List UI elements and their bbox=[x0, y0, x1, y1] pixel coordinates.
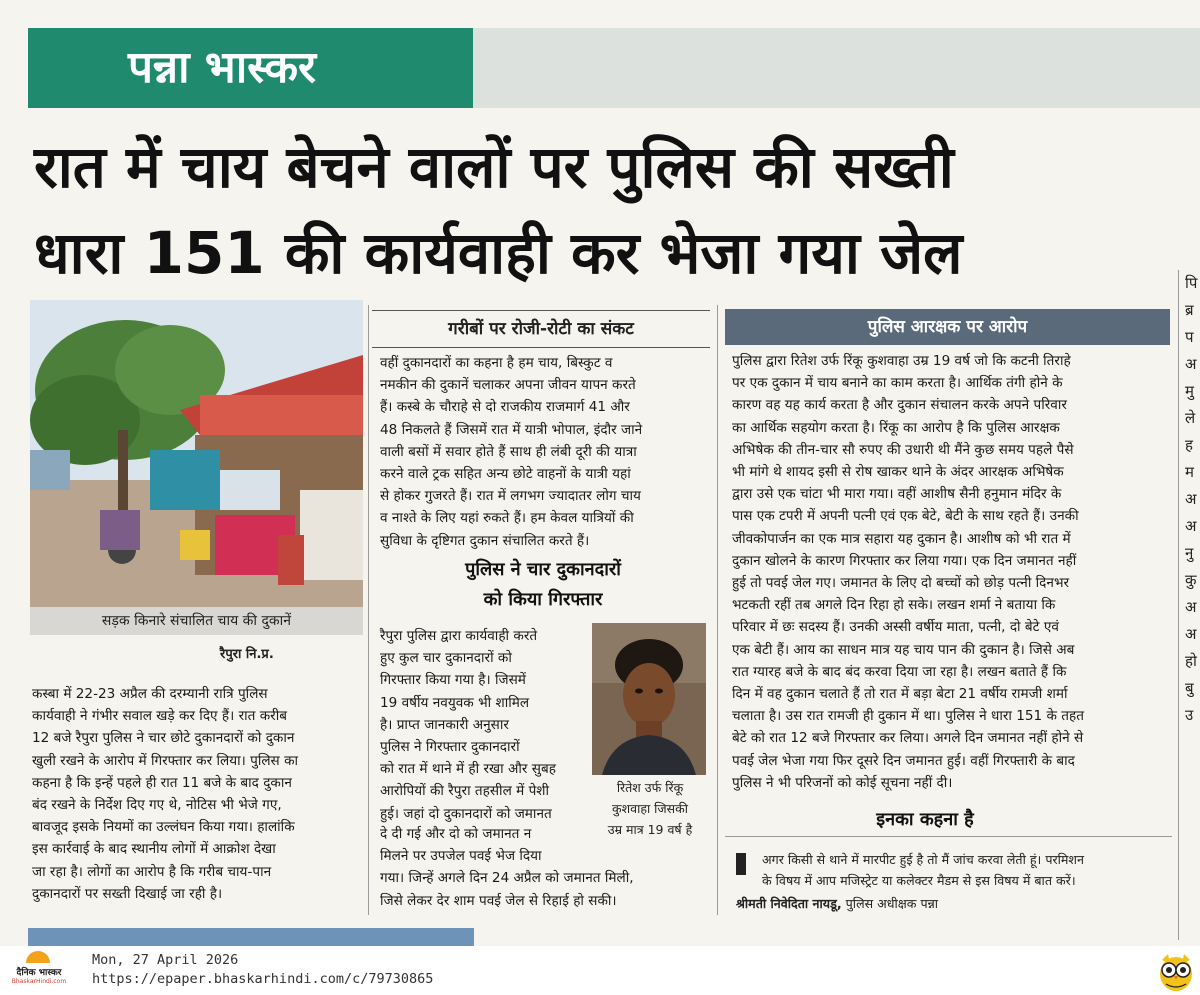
column-2-narrow-text bbox=[380, 625, 585, 825]
text-line: जिसे लेकर देर शाम पवई जेल से रिहाई हो सकी। bbox=[380, 892, 617, 909]
text-line: पर एक दुकान में चाय बनाने का काम करता है। आर्थिक तंगी होने के bbox=[732, 375, 1063, 392]
text-line: 19 वर्षीय नवयुवक भी शामिल bbox=[380, 694, 530, 711]
edge-glyph: मु bbox=[1185, 382, 1194, 400]
text-line: बंद रखने के निर्देश दिए गए थे, नोटिस भी भेजे गए, bbox=[32, 797, 282, 814]
divider bbox=[725, 836, 1172, 837]
subhead-arrest-line: पुलिस ने चार दुकानदारों bbox=[465, 559, 621, 580]
quote-line: के विषय में आप मजिस्ट्रेट या कलेक्टर मैडम से इस विषय में बात करें। bbox=[762, 873, 1076, 888]
official-name: श्रीमती निवेदिता नायडू, bbox=[736, 896, 842, 911]
next-story-photo-strip bbox=[28, 928, 474, 946]
adjacent-column-edge bbox=[1178, 270, 1200, 940]
text-line: है। प्राप्त जानकारी अनुसार bbox=[380, 716, 509, 733]
column-3-text bbox=[732, 350, 1172, 794]
text-line: गिरफ्तार किया गया है। जिसमें bbox=[380, 672, 526, 689]
subhead-livelihood: गरीबों पर रोजी-रोटी का संकट bbox=[372, 310, 710, 348]
text-line: जा रहा है। लोगों का आरोप है कि गरीब चाय-पान bbox=[32, 863, 272, 880]
edge-glyph: अ bbox=[1185, 598, 1197, 616]
text-line: एक बेटी हैं। आय का साधन मात्र यह चाय पान की दुकान है। जिसे अब bbox=[732, 641, 1075, 658]
text-line: द्वारा उसे एक चांटा भी मारा गया। वहीं आशीष सैनी हनुमान मंदिर के bbox=[732, 486, 1062, 503]
edge-glyph: अ bbox=[1185, 490, 1197, 508]
edge-glyph: अ bbox=[1185, 625, 1197, 643]
edge-glyph: प bbox=[1185, 328, 1194, 346]
text-line: चलाता है। उस रात रामजी ही दुकान में था। पुलिस ने धारा 151 के तहत bbox=[732, 708, 1084, 725]
accused-portrait bbox=[592, 623, 706, 775]
logo-subtext: BhaskarHindi.com bbox=[11, 978, 67, 985]
text-line: अभिषेक की तीन-चार सौ रुपए की उधारी थी मैंने कुछ समय पहले पैसे bbox=[732, 441, 1074, 458]
column-divider bbox=[717, 305, 718, 915]
dateline: रैपुरा नि.प्र. bbox=[220, 647, 274, 662]
edge-glyph: पि bbox=[1185, 274, 1198, 292]
logo-name: दैनिक भास्कर bbox=[16, 968, 62, 978]
text-line: वाली बसों में सवार होते हैं साथ ही लंबी दूरी की यात्रा bbox=[380, 443, 637, 460]
text-line: पवई जेल भेजा गया फिर दूसरे दिन जमानत हुई। वहीं गिरफ्तारी के बाद bbox=[732, 752, 1075, 769]
text-line: का आर्थिक सहयोग करता है। रिंकू का आरोप है कि पुलिस आरक्षक bbox=[732, 419, 1060, 436]
text-line: खुली रखने के आरोप में गिरफ्तार कर लिया। पुलिस का bbox=[32, 752, 299, 769]
quote-heading: इनका कहना है bbox=[876, 809, 974, 830]
text-line: 12 बजे रैपुरा पुलिस ने चार छोटे दुकानदारों को दुकान bbox=[32, 730, 295, 747]
text-line: पुलिस ने गिरफ्तार दुकानदारों bbox=[380, 739, 520, 756]
text-line: कार्यवाही ने गंभीर सवाल खड़े कर दिए हैं। रात करीब bbox=[32, 708, 288, 725]
text-line: भटकती रहीं तब अगले दिन रिहा हो सके। लखन शर्मा ने बताया कि bbox=[732, 597, 1056, 614]
footer-url[interactable]: https://epaper.bhaskarhindi.com/c/79730865 bbox=[92, 971, 434, 987]
edge-glyph: हो bbox=[1185, 652, 1197, 670]
masthead bbox=[28, 28, 1200, 108]
text-line: पास एक टपरी में अपनी पत्नी एवं एक बेटे, बेटी के साथ रहते हैं। उनकी bbox=[732, 508, 1079, 525]
text-line: आरोपियों की रैपुरा तहसील में पेशी bbox=[380, 783, 550, 800]
edge-glyph: नु bbox=[1185, 544, 1194, 562]
text-line: बेटे को रात 12 बजे गिरफ्तार कर लिया। अगले दिन जमानत नहीं होने से bbox=[732, 730, 1084, 747]
text-line: को रात में थाने में ही रखा और सुबह bbox=[380, 761, 556, 778]
tea-stall-photo bbox=[30, 300, 363, 607]
edge-glyph: ह bbox=[1185, 436, 1193, 454]
sun-logo-icon bbox=[26, 951, 50, 963]
text-line: मिलने पर उपजेल पवई भेज दिया bbox=[380, 848, 542, 865]
text-line: नमकीन की दुकानें चलाकर अपना जीवन यापन करते bbox=[380, 377, 636, 394]
text-line: सुविधा के दृष्टिगत दुकान संचालित करते हैं। bbox=[380, 532, 590, 549]
text-line: परिवार में छः सदस्य हैं। उनकी अस्सी वर्षीय माता, पत्नी, दो बेटे एवं bbox=[732, 619, 1059, 636]
headline-line-2: धारा 151 की कार्यवाही कर भेजा गया जेल bbox=[34, 219, 963, 287]
text-line: दिन में वह दुकान चलाते हैं तो रात में बड़ा बेटा 21 वर्षीय रामजी शर्मा bbox=[732, 686, 1068, 703]
official-role: पुलिस अधीक्षक पन्ना bbox=[845, 896, 939, 911]
text-line: वहीं दुकानदारों का कहना है हम चाय, बिस्कुट व bbox=[380, 355, 613, 371]
masthead-grey-band bbox=[473, 28, 1200, 108]
text-line: हुई तो पवई जेल गए। जमानत के लिए दो बच्चों को छोड़ पत्नी दिनभर bbox=[732, 575, 1070, 592]
text-line: गया। जिन्हें अगले दिन 24 अप्रैल को जमानत मिली, bbox=[380, 870, 634, 887]
photo-caption: सड़क किनारे संचालित चाय की दुकानें bbox=[101, 613, 292, 629]
text-line: कहना है कि इन्हें पहले ही रात 11 बजे के बाद दुकान bbox=[32, 774, 292, 791]
text-line: से होकर गुजरते हैं। रात में लगभग ज्यादातर लोग चाय bbox=[380, 488, 641, 505]
owl-icon[interactable] bbox=[1156, 950, 1196, 992]
edge-glyph: उ bbox=[1185, 706, 1194, 724]
footer-date: Mon, 27 April 2026 bbox=[92, 952, 239, 968]
text-line: जीवकोपार्जन का एक मात्र सहारा यह दुकान है। आशीष को भी रात में bbox=[732, 530, 1071, 547]
edge-glyph: म bbox=[1185, 463, 1194, 481]
caption-line: उम्र मात्र 19 वर्ष है bbox=[607, 822, 693, 837]
text-line: इस कार्रवाई के बाद स्थानीय लोगों में आक्रोश देखा bbox=[32, 841, 276, 858]
edge-glyph: ब्र bbox=[1185, 301, 1194, 319]
text-line: पुलिस द्वारा रितेश उर्फ रिंकू कुशवाहा उम्र 19 वर्ष जो कि कटनी तिराहे bbox=[732, 353, 1071, 369]
text-line: कारण वह यह कार्य करता है और दुकान संचालन करके अपने परिवार bbox=[732, 397, 1067, 414]
text-line: रैपुरा पुलिस द्वारा कार्यवाही करते bbox=[380, 628, 538, 644]
caption-line: रितेश उर्फ रिंकू bbox=[616, 780, 684, 795]
edge-glyph: अ bbox=[1185, 355, 1197, 373]
text-line: रात ग्यारह बजे के बाद बंद करवा दिया जा रहा है। लखन बताते हैं कि bbox=[732, 663, 1067, 680]
subhead-arrest bbox=[380, 555, 706, 615]
text-line: दे दी गई और दो को जमानत न bbox=[380, 826, 532, 842]
text-line: हुई। जहां दो दुकानदारों को जमानत bbox=[380, 805, 552, 822]
text-line: कस्बा में 22-23 अप्रैल की दरम्यानी रात्रि पुलिस bbox=[32, 686, 268, 702]
column-divider bbox=[368, 305, 369, 915]
text-line: 48 निकलते हैं जिसमें रात में यात्री भोपाल, इंदौर जाने bbox=[380, 421, 643, 438]
headline-line-1: रात में चाय बेचने वालों पर पुलिस की सख्ती bbox=[34, 133, 954, 201]
portrait-caption bbox=[592, 777, 708, 840]
edge-glyph: अ bbox=[1185, 517, 1197, 535]
subhead-constable: पुलिस आरक्षक पर आरोप bbox=[725, 309, 1170, 345]
official-quote bbox=[762, 849, 1172, 891]
text-line: दुकानदारों पर सख्ती दिखाई जा रही है। bbox=[32, 885, 223, 902]
column-2-text bbox=[380, 352, 708, 552]
text-line: भी मांगे थे शायद इसी से रोष खाकर थाने के अंदर आरक्षक अभिषेक bbox=[732, 464, 1064, 481]
edge-glyph: बु bbox=[1185, 679, 1194, 697]
caption-line: कुशवाहा जिसकी bbox=[612, 801, 688, 816]
subhead-arrest-line: को किया गिरफ्तार bbox=[483, 589, 603, 610]
quote-line: अगर किसी से थाने में मारपीट हुई है तो मैं जांच करवा लेती हूं। परमिशन bbox=[762, 852, 1084, 867]
text-line: बावजूद इसके नियमों का उल्लंघन किया गया। हालांकि bbox=[32, 819, 295, 836]
text-line: दुकान खोलने के कारण गिरफ्तार कर लिया गया। एक दिन जमानत नहीं bbox=[732, 552, 1077, 569]
dainik-bhaskar-logo[interactable] bbox=[6, 951, 72, 991]
edge-glyph: ले bbox=[1185, 409, 1196, 427]
text-line: करने वाले ट्रक सहित अन्य छोटे वाहनों के यात्री यहां bbox=[380, 466, 631, 483]
masthead-title: पन्ना भास्कर bbox=[128, 42, 317, 93]
official-signature bbox=[736, 895, 938, 912]
quote-mark-icon bbox=[736, 853, 746, 875]
edge-glyph: कु bbox=[1185, 571, 1197, 589]
text-line: पुलिस ने भी परिजनों को कोई सूचना नहीं दी। bbox=[732, 774, 953, 791]
column-1-text bbox=[32, 683, 362, 905]
text-line: हुए कुल चार दुकानदारों को bbox=[380, 650, 512, 667]
text-line: हैं। कस्बे के चौराहे से दो राजकीय राजमार्ग 41 और bbox=[380, 399, 630, 416]
text-line: व नाश्ते के लिए यहां रुकते हैं। हम केवल यात्रियों की bbox=[380, 510, 634, 527]
